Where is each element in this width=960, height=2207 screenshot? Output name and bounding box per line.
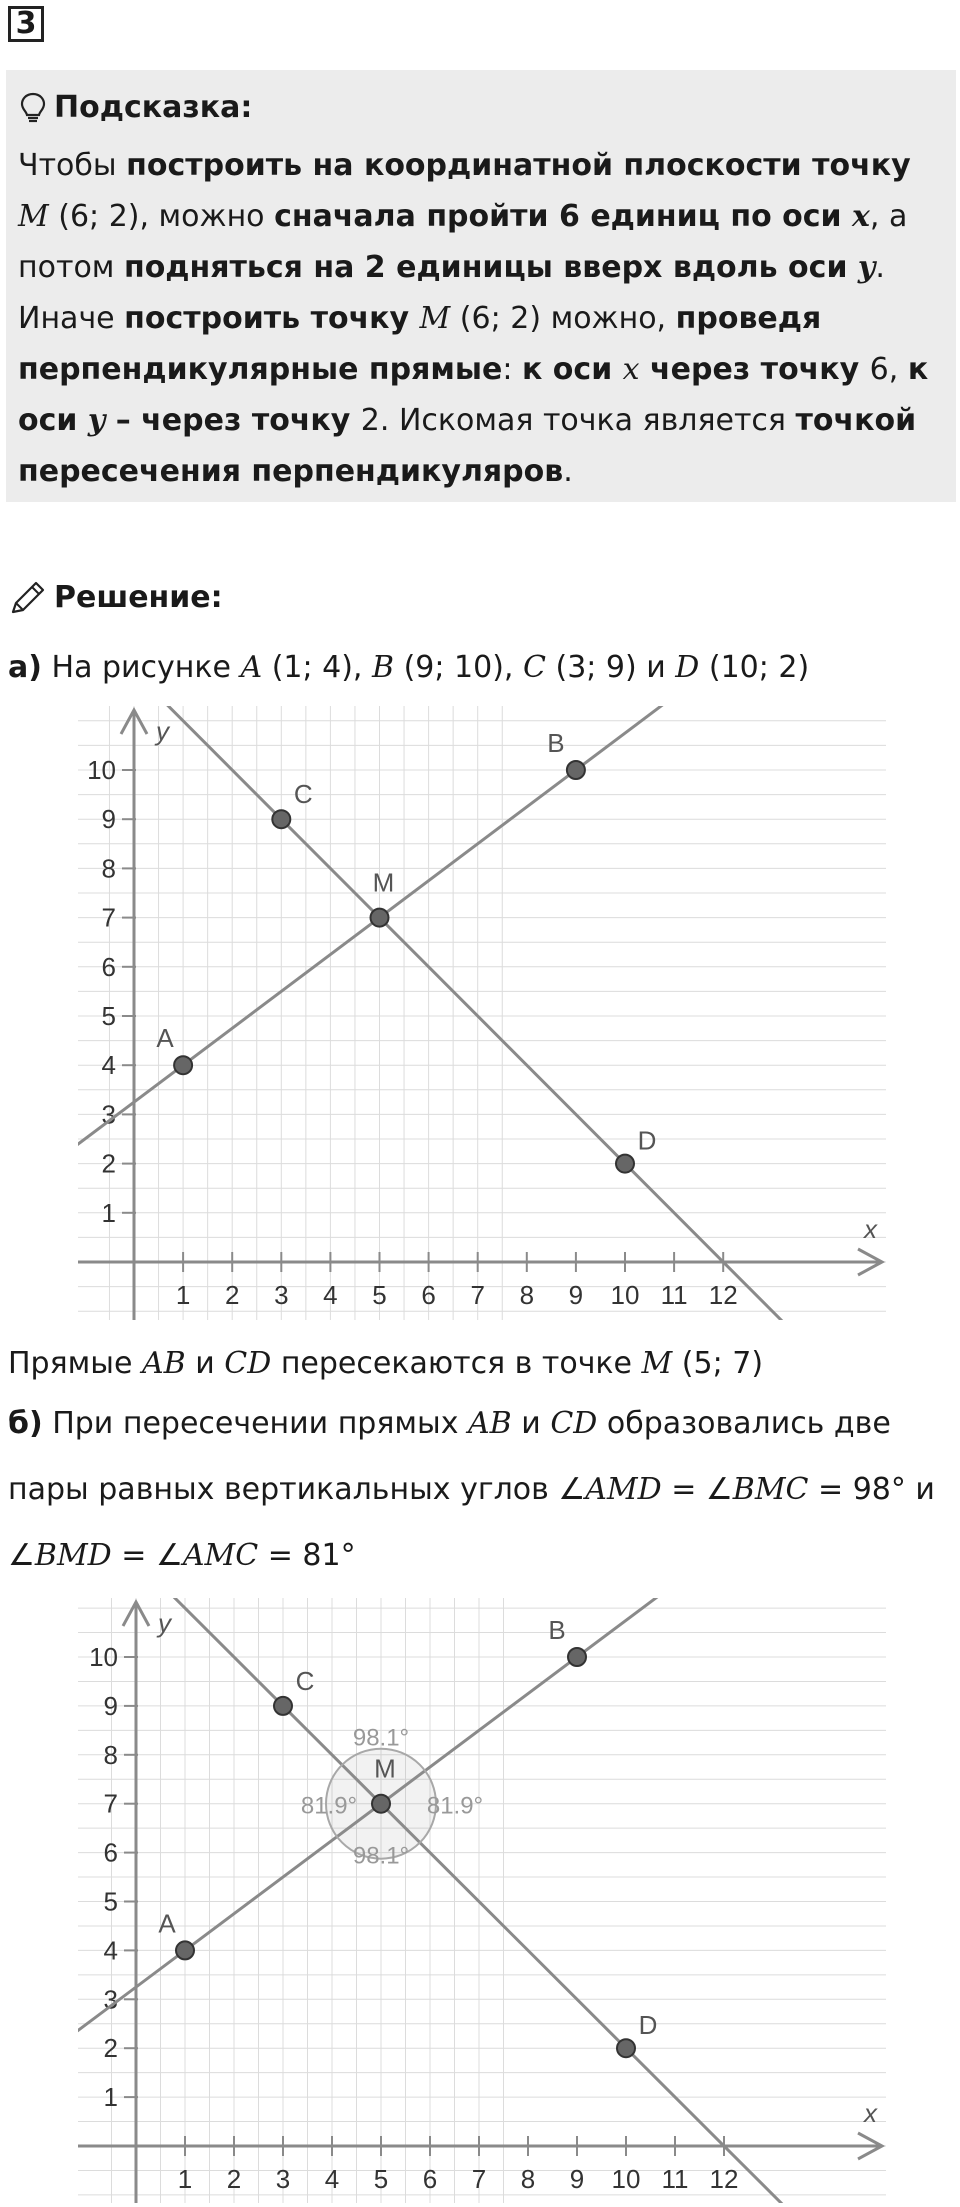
point-label-C: C [293, 779, 313, 810]
math-variable: AMD [585, 1472, 662, 1507]
text-segment: а) [8, 650, 42, 685]
hint-title: Подсказка: [54, 90, 253, 125]
point-D [616, 1155, 634, 1173]
hint-paragraph-2 [18, 293, 944, 497]
point-C [272, 810, 290, 828]
text-segment: На рисунке [41, 650, 241, 685]
text-segment: проведя перпендикулярные прямые [18, 301, 822, 387]
x-tick-label: 9 [568, 1280, 584, 1310]
math-variable: BMD [34, 1538, 112, 1573]
x-tick-label: 12 [708, 1280, 738, 1310]
math-variable: D [675, 650, 700, 685]
x-tick-label: 4 [323, 1280, 338, 1310]
y-tick-label: 4 [103, 1935, 118, 1966]
x-tick-label: 2 [224, 1280, 240, 1310]
x-tick-label: 1 [177, 2164, 193, 2194]
x-tick-label: 6 [421, 1280, 436, 1310]
text-segment: (9; 10), [394, 650, 523, 685]
point-M [372, 1795, 390, 1813]
text-segment: и [185, 1346, 225, 1381]
y-tick-label: 6 [103, 1837, 118, 1868]
text-segment: сначала пройти 6 единиц по оси [274, 199, 853, 234]
text-segment: (1; 4), [262, 650, 373, 685]
text-segment: 2. Искомая точка является [360, 403, 796, 438]
point-label-D: D [638, 2010, 658, 2041]
text-segment: подняться на 2 единицы вверх вдоль оси [123, 250, 858, 285]
text-segment: 6, [869, 352, 908, 387]
x-tick-label: 8 [520, 2164, 536, 2194]
text-segment: = ∠ [111, 1538, 183, 1573]
pencil-icon [8, 579, 48, 617]
x-tick-label: 11 [660, 1280, 688, 1310]
y-tick-label: 4 [101, 1050, 116, 1081]
text-segment: б) [8, 1406, 43, 1441]
part-a-conclusion [8, 1344, 763, 1384]
text-segment: Иначе [18, 301, 125, 336]
graph-b [78, 1598, 886, 2203]
text-segment: пары равных вертикальных углов ∠ [8, 1472, 586, 1507]
text-segment: ∠ [8, 1538, 35, 1573]
angle-label: 81.9° [300, 1792, 358, 1820]
y-tick-label: 8 [103, 1739, 118, 1770]
y-tick-label: 10 [87, 755, 116, 785]
angle-label: 98.1° [352, 1842, 410, 1870]
line-AB [78, 706, 797, 1146]
math-variable: B [372, 650, 395, 685]
x-tick-label: 6 [422, 2164, 438, 2194]
text-segment: = ∠ [661, 1472, 733, 1507]
math-variable: M [18, 199, 49, 234]
text-segment: (6; 2), можно [48, 199, 275, 234]
text-segment: (10; 2) [699, 650, 810, 685]
point-label-A: A [158, 1908, 176, 1939]
math-variable: y [87, 403, 106, 438]
x-tick-label: 9 [569, 2164, 585, 2194]
y-tick-label: 2 [101, 1148, 116, 1179]
math-variable: C [522, 650, 546, 685]
text-segment: . [563, 454, 573, 489]
part-b-line-1 [8, 1404, 891, 1444]
y-tick-label: 7 [101, 902, 116, 933]
y-tick-label: 5 [101, 1001, 116, 1031]
text-segment: построить точку [124, 301, 420, 336]
x-tick-label: 5 [372, 1280, 387, 1310]
text-segment: построить на координатной плоскости точку [126, 148, 911, 183]
math-variable: y [857, 250, 876, 285]
angle-label: 81.9° [426, 1792, 484, 1820]
math-variable: x [622, 352, 640, 387]
point-B [567, 761, 585, 779]
y-tick-label: 9 [101, 804, 116, 835]
text-segment: (3; 9) и [545, 650, 676, 685]
point-D [617, 2039, 635, 2057]
text-segment: образовались две [597, 1406, 891, 1441]
y-tick-label: 2 [103, 2033, 118, 2064]
text-segment: Прямые [8, 1346, 142, 1381]
math-variable: BMC [732, 1472, 809, 1507]
point-A [176, 1941, 194, 1959]
text-segment: пересекаются в точке [271, 1346, 642, 1381]
point-label-M: M [374, 1753, 396, 1784]
text-segment: . [875, 250, 885, 285]
y-axis-label: y [158, 1608, 171, 1638]
x-tick-label: 7 [470, 1280, 485, 1310]
text-segment: При пересечении прямых [42, 1406, 469, 1441]
text-segment: , а потом [18, 199, 908, 285]
line-CD [78, 1598, 797, 2203]
x-tick-label: 2 [226, 2164, 242, 2194]
point-label-D: D [637, 1125, 657, 1156]
x-tick-label: 1 [175, 1280, 191, 1310]
text-segment: через точку [639, 352, 870, 387]
point-label-A: A [156, 1023, 174, 1054]
y-tick-label: 7 [103, 1788, 118, 1819]
text-segment: точкой пересечения перпендикуляров [18, 403, 917, 489]
part-a-text [8, 648, 809, 688]
point-B [568, 1648, 586, 1666]
hint-box [6, 70, 956, 502]
math-variable: AB [141, 1346, 186, 1381]
math-variable: AB [468, 1406, 512, 1441]
x-tick-label: 8 [519, 1280, 535, 1310]
x-tick-label: 5 [373, 2164, 389, 2194]
x-tick-label: 11 [661, 2164, 689, 2194]
text-segment: = 81° [258, 1538, 356, 1573]
point-A [174, 1056, 192, 1074]
math-variable: x [852, 199, 870, 234]
x-axis-label: x [864, 1214, 877, 1244]
math-variable: A [240, 650, 263, 685]
point-C [274, 1697, 292, 1715]
text-segment: = 98° и [808, 1472, 935, 1507]
math-variable: M [419, 301, 451, 336]
part-b-line-2 [8, 1470, 935, 1510]
point-label-B: B [547, 728, 565, 758]
part-b-line-3 [8, 1536, 356, 1576]
solution-title-row [8, 578, 223, 618]
graph-a [78, 706, 886, 1320]
task-number: 3 [8, 6, 44, 42]
hint-paragraph-1 [18, 140, 944, 293]
y-tick-label: 1 [103, 2082, 118, 2113]
y-tick-label: 8 [101, 853, 116, 884]
text-segment: и [511, 1406, 551, 1441]
point-label-M: M [372, 867, 395, 898]
y-tick-label: 10 [89, 1642, 118, 1672]
text-segment: Чтобы [18, 148, 127, 183]
point-M [371, 909, 389, 927]
text-segment: : [502, 352, 522, 387]
y-tick-label: 6 [101, 951, 116, 982]
point-label-C: C [295, 1665, 315, 1696]
x-tick-label: 3 [274, 1280, 289, 1310]
lightbulb-icon [18, 91, 48, 125]
text-segment: (6; 2) можно, [450, 301, 676, 336]
y-tick-label: 9 [103, 1690, 118, 1721]
math-variable: M [641, 1346, 673, 1381]
x-tick-label: 10 [610, 1280, 640, 1310]
y-tick-label: 5 [103, 1886, 118, 1917]
math-variable: AMC [182, 1538, 259, 1573]
text-segment: – через точку [105, 403, 361, 438]
line-CD [78, 706, 797, 1320]
math-variable: CD [224, 1346, 272, 1381]
x-tick-label: 12 [709, 2164, 739, 2194]
text-segment: (5; 7) [672, 1346, 764, 1381]
hint-title-row [18, 80, 944, 136]
y-tick-label: 1 [101, 1197, 116, 1228]
math-variable: CD [550, 1406, 598, 1441]
text-segment: к оси [522, 352, 623, 387]
y-tick-label: 3 [101, 1099, 116, 1130]
x-tick-label: 7 [471, 2164, 487, 2194]
x-tick-label: 10 [611, 2164, 641, 2194]
x-tick-label: 3 [275, 2164, 291, 2194]
point-label-B: B [548, 1615, 566, 1645]
y-tick-label: 3 [103, 1984, 118, 2015]
x-tick-label: 4 [324, 2164, 340, 2194]
y-axis-label: y [156, 716, 169, 746]
x-axis-label: x [864, 2098, 877, 2128]
text-segment: к оси [18, 352, 929, 438]
solution-title: Решение: [54, 580, 223, 615]
angle-label: 98.1° [352, 1724, 410, 1752]
